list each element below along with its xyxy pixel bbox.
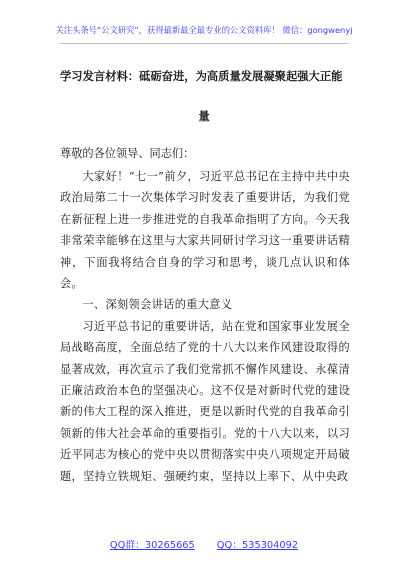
document-title <box>60 66 348 128</box>
footer-qq: QQ：535304092 <box>216 540 299 551</box>
footer-qq-group: QQ群：30265665 <box>109 540 195 551</box>
section-heading: 一、深刻领会讲话的重大意义 <box>82 298 233 312</box>
paragraph-intro: 大家好！“七一”前夕，习近平总书记在主持中共中央政治局第二十一次集体学习时发表了重要讲话，为我们党在新征程上进一步推进党的自我革命指明了方向。今天我非常荣幸能够在这里与大家共同研讨学习这一重要讲话精神，下面我将结合自身的学习和思考，谈几点认识和体会。 <box>60 170 350 291</box>
title-line-2: 量 <box>198 110 210 123</box>
title-line-1: 学习发言材料：砥砺奋进，为高质量发展凝聚起强大正能 <box>60 70 343 83</box>
salutation: 尊敬的各位领导、同志们： <box>60 147 195 160</box>
footer-contact <box>0 537 408 551</box>
header-divider <box>60 43 348 44</box>
document-body <box>60 166 350 487</box>
paragraph-section-1: 习近平总书记的重要讲话，站在党和国家事业发展全局战略高度，全面总结了党的十八大以来作风建设取得的显著成效，再次宣示了我们党常抓不懈作风建设、永葆清正廉洁政治本色的坚强决心。这不仅是对新时代党的建设新的伟大工程的深入推进，更是以新时代党的自我革命引领新的伟大社会革命的重要指引。党的十八大以来，以习近平同志为核心的党中央以贯彻落实中央八项规定开局破题，坚持立铁规矩、强硬约束，坚持以上率下、从中央政 <box>60 319 350 483</box>
header-banner: 关注头条号“公文研究”，获得最新最全最专业的公文资料库！ 微信：gongwenyj <box>55 25 353 35</box>
